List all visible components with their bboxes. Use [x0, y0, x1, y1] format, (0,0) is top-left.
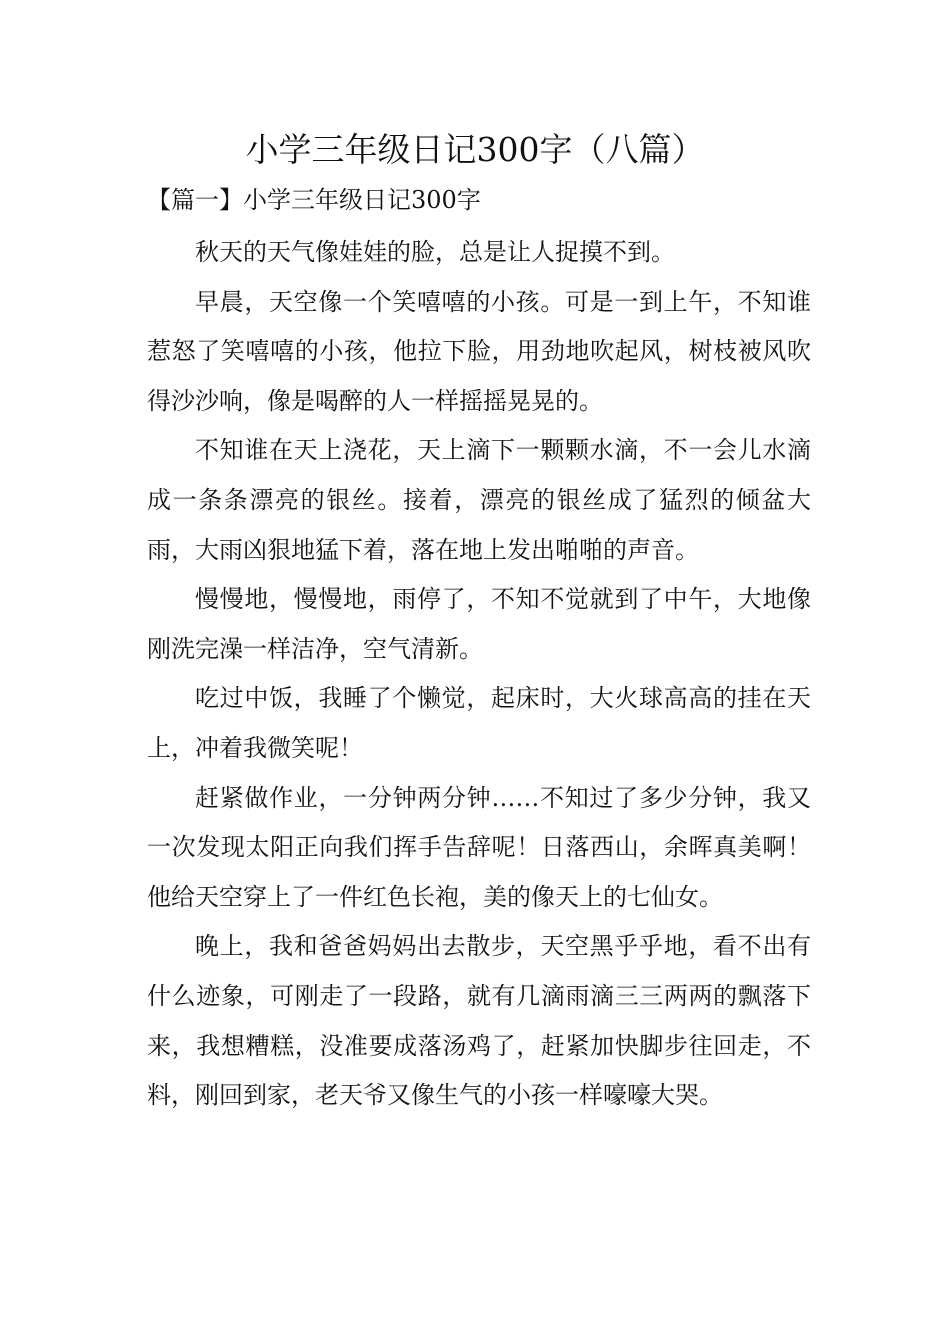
paragraph: 慢慢地，慢慢地，雨停了，不知不觉就到了中午，大地像刚洗完澡一样洁净，空气清新。: [147, 585, 811, 663]
section-heading: 【篇一】小学三年级日记300字: [147, 186, 481, 214]
paragraph: 晚上，我和爸爸妈妈出去散步，天空黑乎乎地，看不出有什么迹象，可刚走了一段路，就有几滴雨滴三三两两的飘落下来，我想糟糕，没准要成落汤鸡了，赶紧加快脚步往回走，不料，刚回到家，老天爷又像生气的小孩一样嚎嚎大哭。: [147, 932, 811, 1110]
document-body: [147, 228, 811, 1121]
paragraph: 赶紧做作业，一分钟两分钟……不知过了多少分钟，我又一次发现太阳正向我们挥手告辞呢！日落西山，余晖真美啊！他给天空穿上了一件红色长袍，美的像天上的七仙女。: [147, 783, 811, 911]
paragraph: 不知谁在天上浇花，天上滴下一颗颗水滴，不一会儿水滴成一条条漂亮的银丝。接着，漂亮的银丝成了猛烈的倾盆大雨，大雨凶狠地猛下着，落在地上发出啪啪的声音。: [147, 436, 811, 564]
paragraph: 早晨，天空像一个笑嘻嘻的小孩。可是一到上午，不知谁惹怒了笑嘻嘻的小孩，他拉下脸，用劲地吹起风，树枝被风吹得沙沙响，像是喝醉的人一样摇摇晃晃的。: [147, 287, 811, 415]
document-title: 小学三年级日记300字（八篇）: [245, 130, 705, 169]
paragraph: 吃过中饭，我睡了个懒觉，起床时，大火球高高的挂在天上，冲着我微笑呢！: [147, 684, 811, 762]
paragraph: 秋天的天气像娃娃的脸，总是让人捉摸不到。: [195, 238, 675, 266]
